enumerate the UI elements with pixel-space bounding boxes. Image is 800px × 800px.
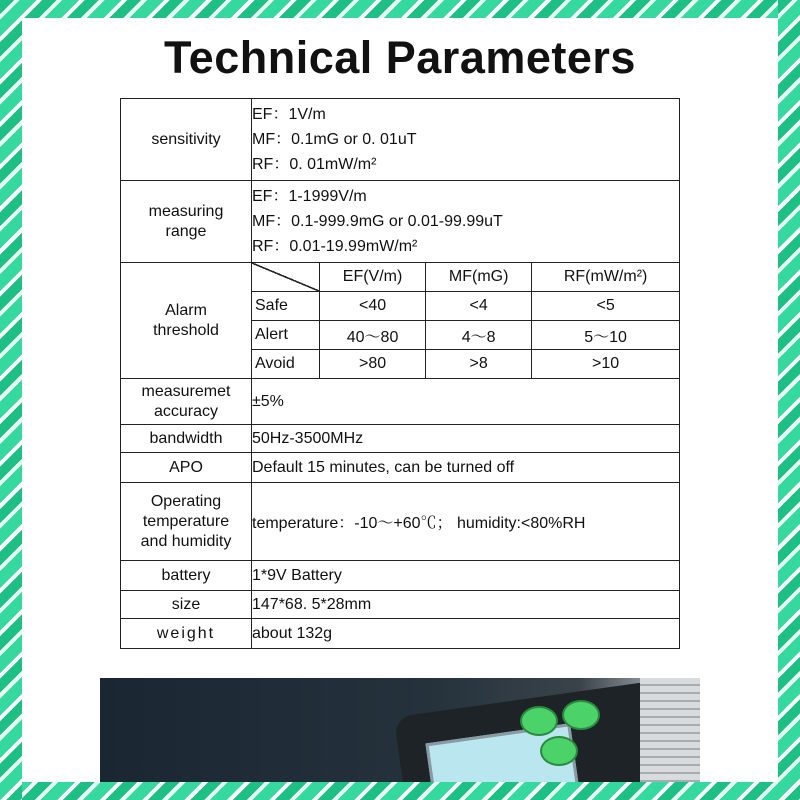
table-row <box>121 181 680 263</box>
alarm-header-ef: EF(V/m) <box>320 263 426 292</box>
operating-label <box>121 483 252 561</box>
sensitivity-value <box>252 99 680 181</box>
alarm-row-safe <box>252 292 679 321</box>
alarm-label-line-2: threshold <box>153 321 219 339</box>
accuracy-label-line-2: accuracy <box>153 402 219 420</box>
table-row <box>121 591 680 619</box>
range-mf: MF：0.1-999.9mG or 0.01-99.99uT <box>252 213 503 230</box>
alarm-level-name: Avoid <box>252 350 320 379</box>
operating-label-line-1: Operating <box>150 492 222 510</box>
sensitivity-label: sensitivity <box>121 99 252 181</box>
alarm-label <box>121 263 252 379</box>
apo-label: APO <box>121 453 252 483</box>
meter-button <box>540 736 578 766</box>
table-row <box>121 483 680 561</box>
alarm-value: <5 <box>532 292 679 321</box>
meter-button <box>520 706 558 736</box>
battery-label: battery <box>121 561 252 591</box>
table-row <box>121 263 680 379</box>
alarm-level-name: Alert <box>252 321 320 350</box>
frame-pattern-left <box>0 0 22 800</box>
emf-meter-photo <box>100 678 700 782</box>
alarm-row-alert <box>252 321 679 350</box>
accuracy-label-line-1: measuremet <box>141 382 231 400</box>
table-row <box>121 99 680 181</box>
alarm-threshold-cell <box>252 263 680 379</box>
alarm-header-rf: RF(mW/m²) <box>532 263 679 292</box>
range-value <box>252 181 680 263</box>
alarm-value: >80 <box>320 350 426 379</box>
alarm-header-mf: MF(mG) <box>426 263 532 292</box>
meter-grip-ridges <box>640 678 700 782</box>
table-row <box>121 379 680 425</box>
frame-pattern-right <box>778 0 800 800</box>
size-value: 147*68. 5*28mm <box>252 591 680 619</box>
accuracy-value: ±5% <box>252 379 680 425</box>
parameters-table <box>120 98 680 649</box>
alarm-value: >8 <box>426 350 532 379</box>
operating-value: temperature：-10～+60℃； humidity:<80%RH <box>252 483 680 561</box>
weight-label: weight <box>121 619 252 649</box>
sensitivity-mf: MF：0.1mG or 0. 01uT <box>252 131 417 148</box>
sensitivity-rf: RF：0. 01mW/m² <box>252 156 377 173</box>
content-panel <box>22 18 778 782</box>
alarm-value: 5～10 <box>532 321 679 350</box>
alarm-header-row <box>252 263 679 292</box>
alarm-value: >10 <box>532 350 679 379</box>
alarm-value: 4～8 <box>426 321 532 350</box>
accuracy-label <box>121 379 252 425</box>
range-label-line-1: measuring <box>148 202 224 220</box>
alarm-value: <40 <box>320 292 426 321</box>
range-label-line-2: range <box>165 222 207 240</box>
range-rf: RF：0.01-19.99mW/m² <box>252 238 418 255</box>
range-ef: EF：1-1999V/m <box>252 188 367 205</box>
range-label <box>121 181 252 263</box>
page-title: Technical Parameters <box>164 32 636 83</box>
alarm-threshold-table <box>252 263 679 378</box>
table-row <box>121 425 680 453</box>
weight-value: about 132g <box>252 619 680 649</box>
apo-value: Default 15 minutes, can be turned off <box>252 453 680 483</box>
alarm-row-avoid <box>252 350 679 379</box>
alarm-value: 40～80 <box>320 321 426 350</box>
meter-button <box>562 700 600 730</box>
table-row <box>121 561 680 591</box>
operating-label-line-3: and humidity <box>140 532 232 550</box>
operating-label-line-2: temperature <box>142 512 230 530</box>
size-label: size <box>121 591 252 619</box>
diagonal-header-cell <box>252 263 320 292</box>
table-row <box>121 453 680 483</box>
alarm-label-line-1: Alarm <box>165 301 207 319</box>
bandwidth-label: bandwidth <box>121 425 252 453</box>
bandwidth-value: 50Hz-3500MHz <box>252 425 680 453</box>
table-row <box>121 619 680 649</box>
sensitivity-ef: EF：1V/m <box>252 106 326 123</box>
alarm-level-name: Safe <box>252 292 320 321</box>
battery-value: 1*9V Battery <box>252 561 680 591</box>
alarm-value: <4 <box>426 292 532 321</box>
